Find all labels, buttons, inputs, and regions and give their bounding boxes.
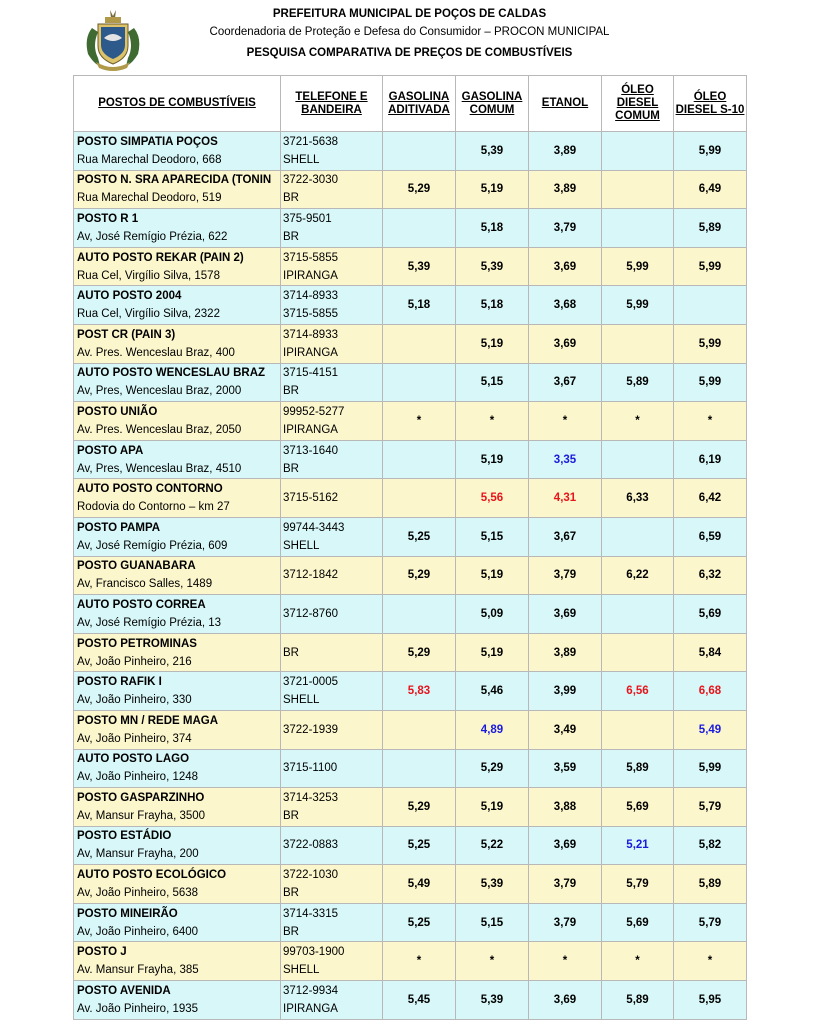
station-name: AUTO POSTO CONTORNO <box>77 483 223 496</box>
gasoline-additive-price <box>383 479 456 518</box>
diesel-common-price: 6,56 <box>602 672 674 711</box>
table-row <box>74 209 747 248</box>
station-name: POST CR (PAIN 3) <box>77 328 176 341</box>
station-name: POSTO MINEIRÃO <box>77 907 178 920</box>
table-row <box>74 440 747 479</box>
station-address: Av, Pres, Wenceslau Braz, 4510 <box>77 462 242 475</box>
diesel-s10-price: 5,89 <box>674 865 747 904</box>
station-cell <box>74 324 281 363</box>
diesel-common-price <box>602 324 674 363</box>
gasoline-common-price: 5,15 <box>456 363 529 402</box>
phone-cell <box>281 903 383 942</box>
phone-cell <box>281 865 383 904</box>
diesel-common-price <box>602 440 674 479</box>
gasoline-common-price: 5,29 <box>456 749 529 788</box>
gasoline-additive-price <box>383 710 456 749</box>
station-name: POSTO APA <box>77 444 144 457</box>
gasoline-additive-price: 5,49 <box>383 865 456 904</box>
table-header-row <box>74 76 747 132</box>
gasoline-common-price: 5,46 <box>456 672 529 711</box>
ethanol-price: 3,79 <box>529 209 602 248</box>
phone-cell <box>281 132 383 171</box>
diesel-common-price: 5,79 <box>602 865 674 904</box>
station-cell <box>74 286 281 325</box>
station-phone: 3714-3253 <box>283 791 338 804</box>
gasoline-common-price: 5,19 <box>456 788 529 827</box>
station-address: Av, José Remígio Prézia, 609 <box>77 539 228 552</box>
gasoline-additive-price: 5,25 <box>383 903 456 942</box>
gasoline-common-price: 5,56 <box>456 479 529 518</box>
phone-cell <box>281 595 383 634</box>
station-name: POSTO PETROMINAS <box>77 637 197 650</box>
station-name: AUTO POSTO 2004 <box>77 290 182 303</box>
diesel-common-price: 5,99 <box>602 247 674 286</box>
station-phone: 3721-5638 <box>283 135 338 148</box>
phone-cell <box>281 826 383 865</box>
table-row <box>74 402 747 441</box>
diesel-common-price: 5,69 <box>602 903 674 942</box>
diesel-s10-price: 5,84 <box>674 633 747 672</box>
station-address: Av, João Pinheiro, 1248 <box>77 771 199 784</box>
gasoline-additive-price <box>383 749 456 788</box>
gasoline-common-price: 5,19 <box>456 170 529 209</box>
table-row <box>74 788 747 827</box>
station-cell <box>74 749 281 788</box>
station-phone: 3722-1939 <box>283 723 338 736</box>
station-address: Av. Pres. Wenceslau Braz, 2050 <box>77 423 242 436</box>
ethanol-price: 3,69 <box>529 324 602 363</box>
diesel-s10-price: * <box>674 942 747 981</box>
gasoline-common-price: 5,19 <box>456 440 529 479</box>
table-row <box>74 672 747 711</box>
ethanol-price: 3,79 <box>529 556 602 595</box>
station-address: Av, João Pinheiro, 5638 <box>77 887 199 900</box>
station-name: POSTO RAFIK I <box>77 676 162 689</box>
station-cell <box>74 633 281 672</box>
diesel-common-price <box>602 633 674 672</box>
station-phone: 99952-5277 <box>283 405 345 418</box>
station-brand: BR <box>283 925 299 938</box>
station-cell <box>74 132 281 171</box>
diesel-common-price <box>602 710 674 749</box>
station-phone: 99744-3443 <box>283 521 345 534</box>
phone-cell <box>281 710 383 749</box>
phone-cell <box>281 247 383 286</box>
phone-cell <box>281 479 383 518</box>
gasoline-additive-price: * <box>383 942 456 981</box>
diesel-s10-price: 5,99 <box>674 363 747 402</box>
document-header <box>0 0 819 72</box>
station-name: POSTO MN / REDE MAGA <box>77 714 218 727</box>
phone-cell <box>281 440 383 479</box>
station-address: Av, Francisco Salles, 1489 <box>77 578 213 591</box>
station-phone: 3722-3030 <box>283 174 338 187</box>
station-address: Av, Pres, Wenceslau Braz, 2000 <box>77 385 242 398</box>
diesel-s10-price: 6,59 <box>674 517 747 556</box>
column-header-diesel-s10: ÓLEO DIESEL S-10 <box>674 76 747 132</box>
station-cell <box>74 942 281 981</box>
gasoline-common-price: 5,19 <box>456 556 529 595</box>
ethanol-price: 3,49 <box>529 710 602 749</box>
table-row <box>74 749 747 788</box>
table-row <box>74 826 747 865</box>
gasoline-additive-price: 5,25 <box>383 826 456 865</box>
ethanol-price: 3,89 <box>529 170 602 209</box>
gasoline-additive-price: 5,29 <box>383 170 456 209</box>
phone-cell <box>281 324 383 363</box>
station-address: Rua Marechal Deodoro, 519 <box>77 192 222 205</box>
station-phone: 3712-1842 <box>283 569 338 582</box>
phone-cell <box>281 942 383 981</box>
station-phone: 3715-1100 <box>283 762 338 775</box>
table-row <box>74 942 747 981</box>
station-name: POSTO R 1 <box>77 212 139 225</box>
gasoline-common-price: * <box>456 402 529 441</box>
table-row <box>74 556 747 595</box>
diesel-s10-price: 5,49 <box>674 710 747 749</box>
station-phone: 99703-1900 <box>283 946 345 959</box>
column-header-phone: TELEFONE E BANDEIRA <box>281 76 383 132</box>
diesel-s10-price: 5,95 <box>674 981 747 1020</box>
diesel-s10-price: 6,68 <box>674 672 747 711</box>
station-address: Av. Pres. Wenceslau Braz, 400 <box>77 346 235 359</box>
station-phone: 3715-4151 <box>283 367 338 380</box>
diesel-s10-price: 6,19 <box>674 440 747 479</box>
station-brand: BR <box>283 192 299 205</box>
ethanol-price: 4,31 <box>529 479 602 518</box>
column-header-gasoline-additive: GASOLINA ADITIVADA <box>383 76 456 132</box>
phone-cell <box>281 517 383 556</box>
station-address: Av, João Pinheiro, 216 <box>77 655 192 668</box>
diesel-common-price <box>602 517 674 556</box>
table-row <box>74 595 747 634</box>
diesel-s10-price: 5,99 <box>674 247 747 286</box>
station-phone: 3714-3315 <box>283 907 338 920</box>
station-cell <box>74 710 281 749</box>
diesel-common-price <box>602 595 674 634</box>
station-brand: 3715-5855 <box>283 308 338 321</box>
column-header-ethanol: ETANOL <box>529 76 602 132</box>
station-cell <box>74 440 281 479</box>
gasoline-common-price: 5,39 <box>456 865 529 904</box>
gasoline-additive-price: 5,18 <box>383 286 456 325</box>
station-brand: BR <box>283 462 299 475</box>
fuel-price-table <box>73 75 747 1020</box>
diesel-common-price: 5,89 <box>602 749 674 788</box>
diesel-common-price: 5,89 <box>602 981 674 1020</box>
station-name: POSTO UNIÃO <box>77 405 158 418</box>
ethanol-price: 3,68 <box>529 286 602 325</box>
diesel-s10-price: 5,79 <box>674 903 747 942</box>
diesel-s10-price: 6,32 <box>674 556 747 595</box>
gasoline-common-price: 5,39 <box>456 981 529 1020</box>
diesel-s10-price: 5,99 <box>674 324 747 363</box>
station-address: Av, João Pinheiro, 6400 <box>77 925 199 938</box>
ethanol-price: 3,69 <box>529 826 602 865</box>
ethanol-price: 3,88 <box>529 788 602 827</box>
ethanol-price: 3,69 <box>529 595 602 634</box>
diesel-s10-price: 6,49 <box>674 170 747 209</box>
ethanol-price: 3,67 <box>529 363 602 402</box>
station-brand: SHELL <box>283 153 320 166</box>
station-phone: 3715-5855 <box>283 251 338 264</box>
diesel-common-price <box>602 170 674 209</box>
gasoline-additive-price <box>383 595 456 634</box>
station-address: Av. Mansur Frayha, 385 <box>77 964 199 977</box>
diesel-s10-price <box>674 286 747 325</box>
column-header-stations: POSTOS DE COMBUSTÍVEIS <box>74 76 281 132</box>
station-name: AUTO POSTO REKAR (PAIN 2) <box>77 251 244 264</box>
table-row <box>74 324 747 363</box>
diesel-s10-price: 5,89 <box>674 209 747 248</box>
station-phone: 3712-9934 <box>283 984 338 997</box>
station-address: Av. João Pinheiro, 1935 <box>77 1002 199 1015</box>
station-cell <box>74 247 281 286</box>
station-brand: SHELL <box>283 964 320 977</box>
table-row <box>74 247 747 286</box>
diesel-s10-price: 5,69 <box>674 595 747 634</box>
gasoline-common-price: 5,19 <box>456 324 529 363</box>
station-cell <box>74 556 281 595</box>
station-cell <box>74 672 281 711</box>
ethanol-price: * <box>529 942 602 981</box>
station-brand: BR <box>283 646 299 659</box>
station-address: Av, José Remígio Prézia, 13 <box>77 616 222 629</box>
gasoline-additive-price: 5,39 <box>383 247 456 286</box>
gasoline-additive-price <box>383 209 456 248</box>
gasoline-common-price: 5,15 <box>456 517 529 556</box>
station-phone: 3714-8933 <box>283 328 338 341</box>
gasoline-additive-price <box>383 363 456 402</box>
diesel-s10-price: 5,99 <box>674 132 747 171</box>
gasoline-additive-price: 5,29 <box>383 788 456 827</box>
station-name: AUTO POSTO ECOLÓGICO <box>77 869 227 882</box>
station-brand: IPIRANGA <box>283 269 338 282</box>
station-brand: IPIRANGA <box>283 346 338 359</box>
station-brand: SHELL <box>283 539 320 552</box>
ethanol-price: 3,69 <box>529 981 602 1020</box>
station-name: POSTO GUANABARA <box>77 560 196 573</box>
phone-cell <box>281 672 383 711</box>
gasoline-common-price: 5,09 <box>456 595 529 634</box>
ethanol-price: 3,67 <box>529 517 602 556</box>
station-name: POSTO AVENIDA <box>77 984 171 997</box>
station-cell <box>74 170 281 209</box>
phone-cell <box>281 402 383 441</box>
diesel-common-price: * <box>602 402 674 441</box>
station-address: Rua Cel, Virgílio Silva, 1578 <box>77 269 220 282</box>
station-name: AUTO POSTO CORREA <box>77 598 206 611</box>
diesel-s10-price: 5,82 <box>674 826 747 865</box>
table-row <box>74 170 747 209</box>
gasoline-common-price: 5,22 <box>456 826 529 865</box>
ethanol-price: 3,99 <box>529 672 602 711</box>
station-name: AUTO POSTO WENCESLAU BRAZ <box>77 367 266 380</box>
gasoline-common-price: 5,19 <box>456 633 529 672</box>
station-phone: 3722-0883 <box>283 839 338 852</box>
gasoline-additive-price <box>383 132 456 171</box>
table-row <box>74 903 747 942</box>
gasoline-common-price: 5,18 <box>456 286 529 325</box>
station-cell <box>74 788 281 827</box>
header-title: PREFEITURA MUNICIPAL DE POÇOS DE CALDAS <box>272 8 547 20</box>
table-row <box>74 479 747 518</box>
table-row <box>74 981 747 1020</box>
table-row <box>74 363 747 402</box>
gasoline-additive-price <box>383 324 456 363</box>
header-survey-title: PESQUISA COMPARATIVA DE PREÇOS DE COMBUSTÍVEIS <box>246 47 573 59</box>
phone-cell <box>281 286 383 325</box>
station-cell <box>74 479 281 518</box>
phone-cell <box>281 981 383 1020</box>
gasoline-additive-price: 5,29 <box>383 633 456 672</box>
phone-cell <box>281 633 383 672</box>
station-cell <box>74 402 281 441</box>
station-address: Av, Mansur Frayha, 200 <box>77 848 199 861</box>
station-name: POSTO GASPARZINHO <box>77 791 205 804</box>
station-cell <box>74 826 281 865</box>
gasoline-common-price: 4,89 <box>456 710 529 749</box>
diesel-common-price: 5,21 <box>602 826 674 865</box>
diesel-s10-price: 5,79 <box>674 788 747 827</box>
diesel-common-price <box>602 132 674 171</box>
diesel-common-price: 6,33 <box>602 479 674 518</box>
station-address: Rua Cel, Virgílio Silva, 2322 <box>77 308 220 321</box>
station-address: Rodovia do Contorno – km 27 <box>77 501 230 514</box>
station-phone: 3715-5162 <box>283 492 338 505</box>
gasoline-common-price: 5,39 <box>456 132 529 171</box>
gasoline-common-price: 5,39 <box>456 247 529 286</box>
station-name: POSTO ESTÁDIO <box>77 830 172 843</box>
station-address: Av, Mansur Frayha, 3500 <box>77 809 206 822</box>
station-phone: 3721-0005 <box>283 676 338 689</box>
station-cell <box>74 517 281 556</box>
diesel-common-price: * <box>602 942 674 981</box>
station-brand: BR <box>283 809 299 822</box>
table-row <box>74 633 747 672</box>
phone-cell <box>281 556 383 595</box>
diesel-s10-price: * <box>674 402 747 441</box>
gasoline-additive-price: 5,83 <box>383 672 456 711</box>
diesel-common-price: 6,22 <box>602 556 674 595</box>
station-address: Av, João Pinheiro, 330 <box>77 694 192 707</box>
station-cell <box>74 363 281 402</box>
station-brand: BR <box>283 230 299 243</box>
table-row <box>74 710 747 749</box>
ethanol-price: 3,35 <box>529 440 602 479</box>
column-header-diesel-common: ÓLEO DIESEL COMUM <box>602 76 674 132</box>
station-address: Rua Marechal Deodoro, 668 <box>77 153 222 166</box>
station-address: Av, José Remígio Prézia, 622 <box>77 230 228 243</box>
gasoline-common-price: 5,15 <box>456 903 529 942</box>
station-phone: 3722-1030 <box>283 869 338 882</box>
ethanol-price: 3,69 <box>529 247 602 286</box>
station-cell <box>74 981 281 1020</box>
station-phone: 3713-1640 <box>283 444 338 457</box>
diesel-common-price: 5,69 <box>602 788 674 827</box>
station-name: POSTO N. SRA APARECIDA (TONIN <box>77 174 272 187</box>
station-brand: BR <box>283 887 299 900</box>
station-brand: IPIRANGA <box>283 423 338 436</box>
ethanol-price: 3,79 <box>529 903 602 942</box>
gasoline-common-price: * <box>456 942 529 981</box>
table-row <box>74 517 747 556</box>
diesel-common-price: 5,99 <box>602 286 674 325</box>
station-name: POSTO J <box>77 946 127 959</box>
station-cell <box>74 903 281 942</box>
phone-cell <box>281 749 383 788</box>
diesel-s10-price: 5,99 <box>674 749 747 788</box>
ethanol-price: 3,59 <box>529 749 602 788</box>
ethanol-price: 3,89 <box>529 132 602 171</box>
ethanol-price: 3,89 <box>529 633 602 672</box>
gasoline-additive-price: 5,29 <box>383 556 456 595</box>
table-row <box>74 865 747 904</box>
station-phone: 375-9501 <box>283 212 332 225</box>
ethanol-price: 3,79 <box>529 865 602 904</box>
diesel-common-price: 5,89 <box>602 363 674 402</box>
header-subtitle: Coordenadoria de Proteção e Defesa do Consumidor – PROCON MUNICIPAL <box>209 26 610 38</box>
gasoline-additive-price: 5,45 <box>383 981 456 1020</box>
station-brand: SHELL <box>283 694 320 707</box>
station-address: Av, João Pinheiro, 374 <box>77 732 192 745</box>
diesel-s10-price: 6,42 <box>674 479 747 518</box>
ethanol-price: * <box>529 402 602 441</box>
station-cell <box>74 865 281 904</box>
table-row <box>74 132 747 171</box>
station-brand: IPIRANGA <box>283 1002 338 1015</box>
gasoline-additive-price: * <box>383 402 456 441</box>
phone-cell <box>281 170 383 209</box>
station-brand: BR <box>283 385 299 398</box>
station-phone: 3714-8933 <box>283 290 338 303</box>
phone-cell <box>281 209 383 248</box>
table-row <box>74 286 747 325</box>
station-cell <box>74 209 281 248</box>
column-header-gasoline-common: GASOLINA COMUM <box>456 76 529 132</box>
station-cell <box>74 595 281 634</box>
station-name: POSTO PAMPA <box>77 521 161 534</box>
gasoline-additive-price <box>383 440 456 479</box>
gasoline-additive-price: 5,25 <box>383 517 456 556</box>
diesel-common-price <box>602 209 674 248</box>
phone-cell <box>281 788 383 827</box>
station-name: POSTO SIMPATIA POÇOS <box>77 135 218 148</box>
gasoline-common-price: 5,18 <box>456 209 529 248</box>
station-phone: 3712-8760 <box>283 607 338 620</box>
phone-cell <box>281 363 383 402</box>
station-name: AUTO POSTO LAGO <box>77 753 190 766</box>
